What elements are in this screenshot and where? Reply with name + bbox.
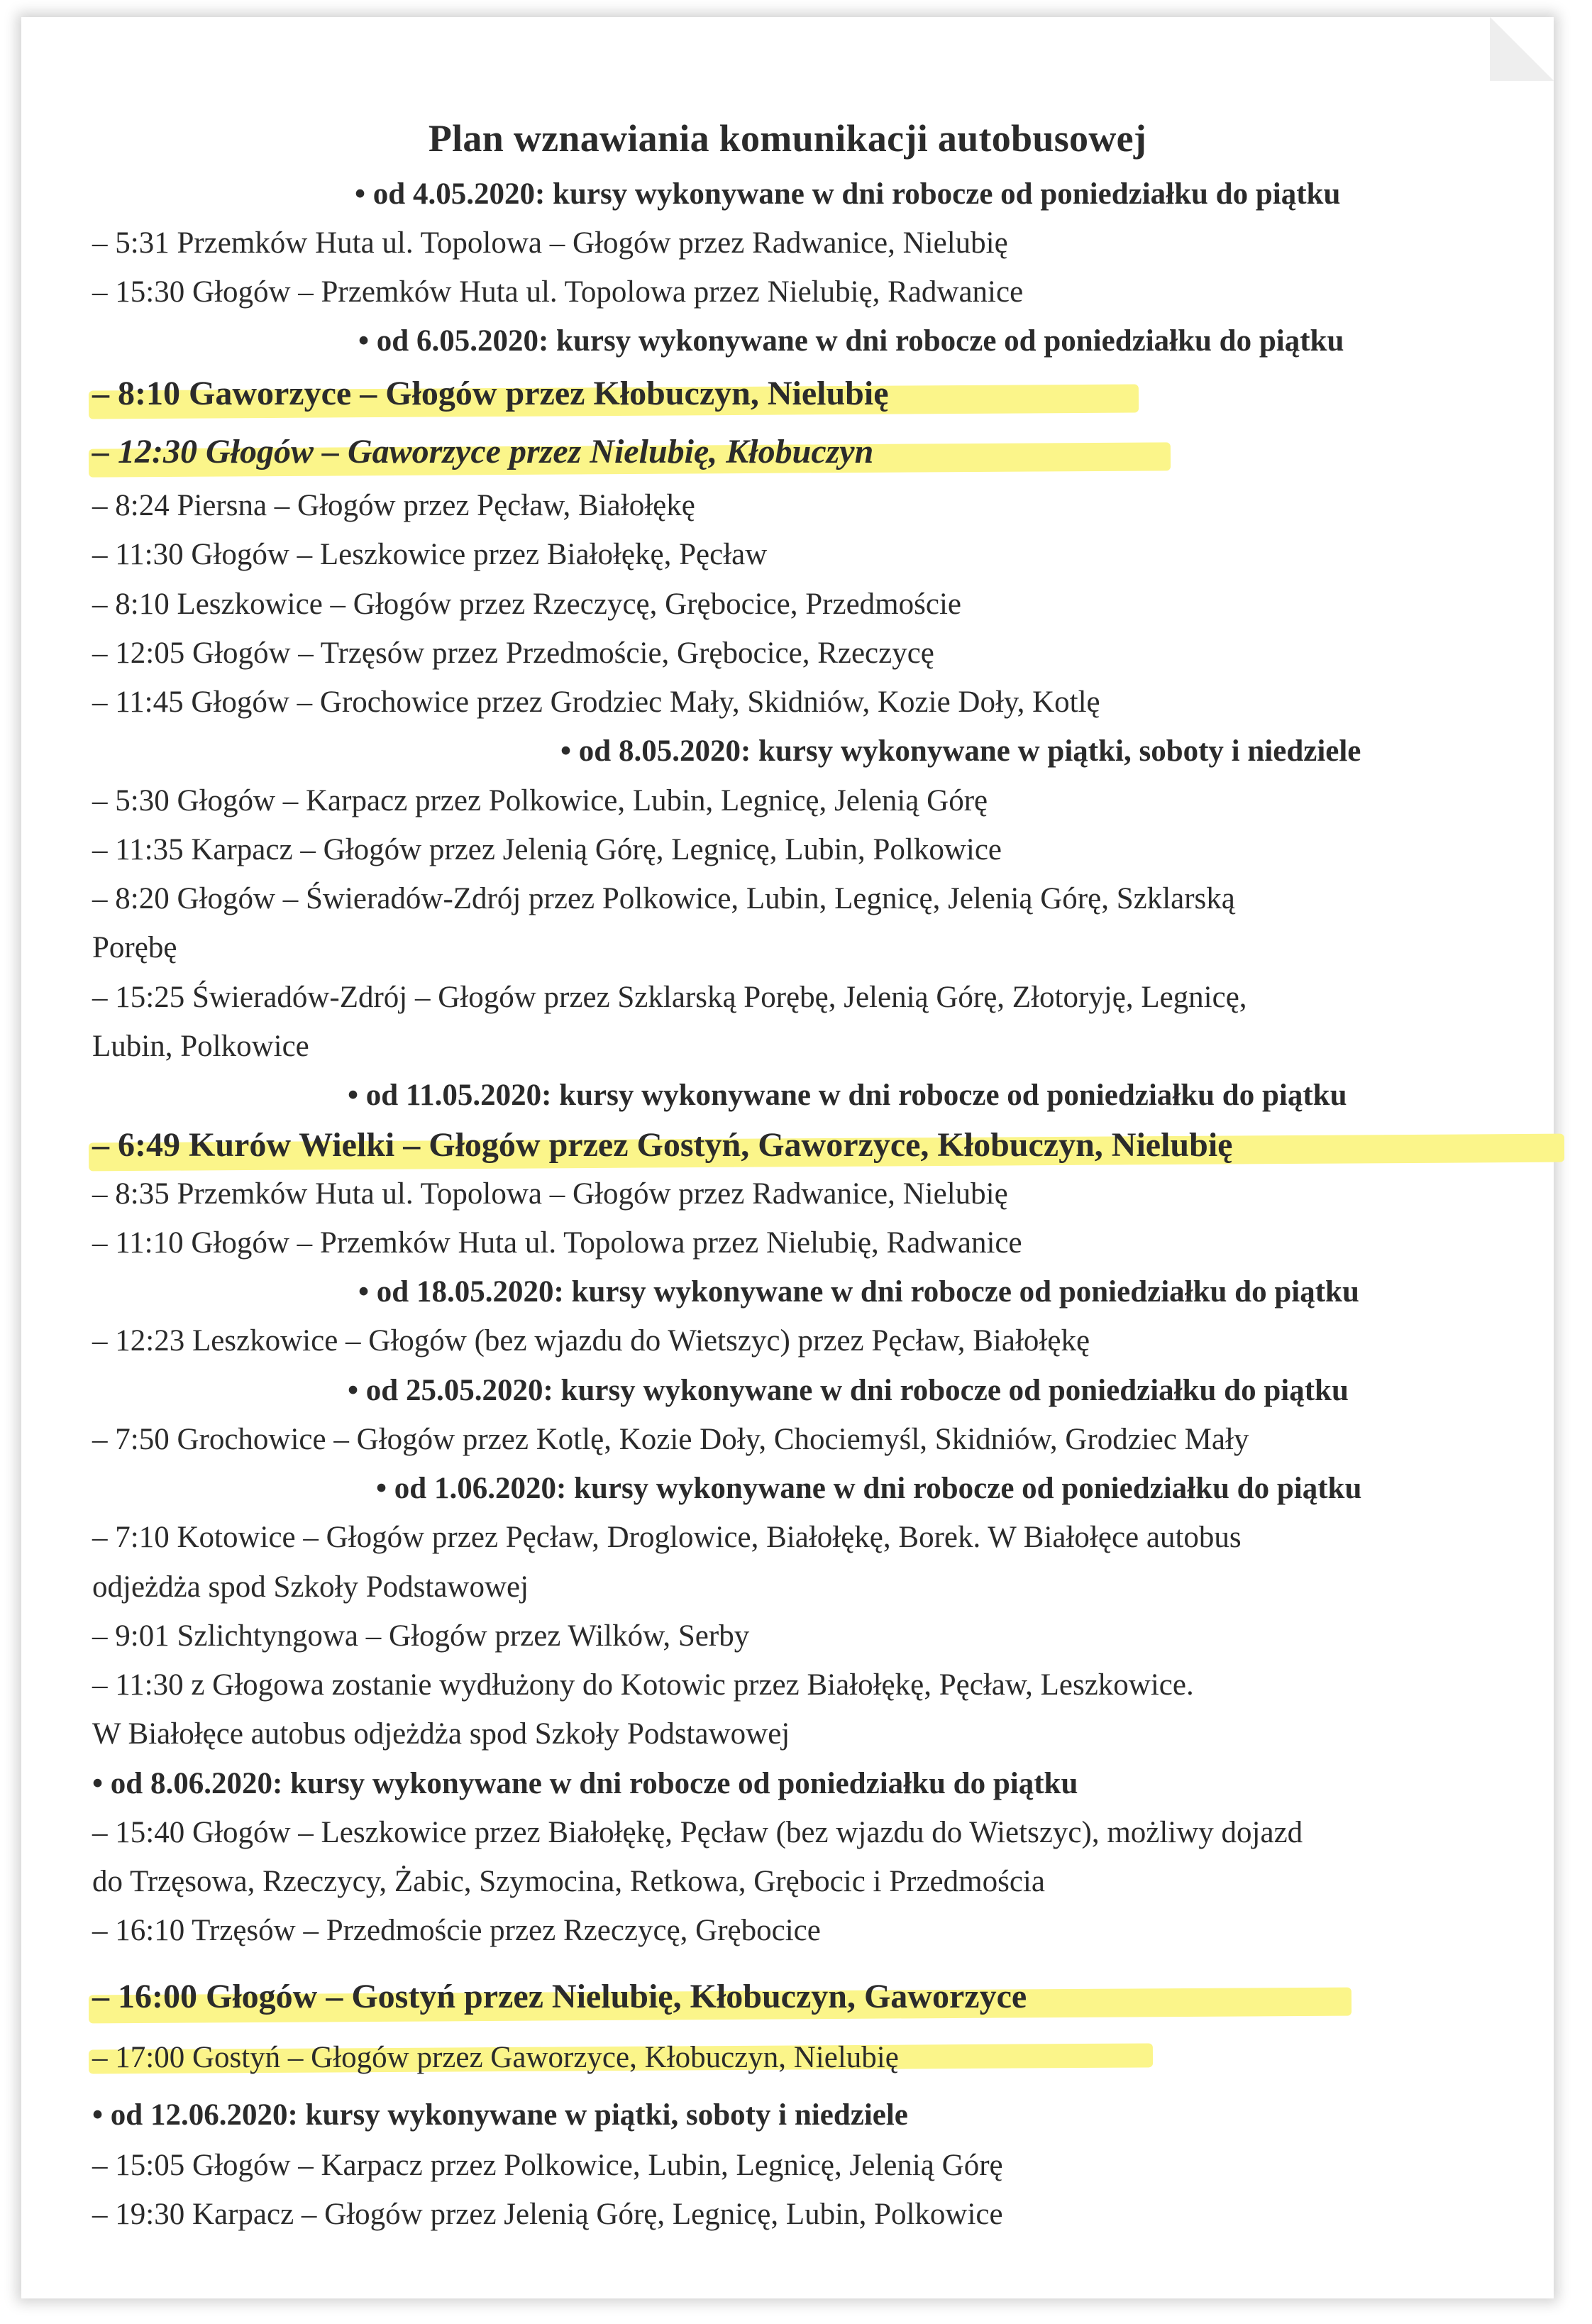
section-heading: • od 8.05.2020: kursy wykonywane w piątki, soboty i niedziele (560, 734, 1361, 768)
route-line: – 8:20 Głogów – Świeradów-Zdrój przez Polkowice, Lubin, Legnicę, Jelenią Górę, Szklarską (92, 882, 1235, 915)
route-line-continued: W Białołęce autobus odjeżdża spod Szkoły Podstawowej (92, 1717, 790, 1751)
highlighted-route-line: – 17:00 Gostyń – Głogów przez Gaworzyce, Kłobuczyn, Nielubię (92, 2041, 899, 2074)
route-line: – 15:30 Głogów – Przemków Huta ul. Topolowa przez Nielubię, Radwanice (92, 275, 1024, 309)
highlighted-route-line: – 8:10 Gaworzyce – Głogów przez Kłobuczyn, Nielubię (92, 375, 889, 412)
route-line: – 11:30 Głogów – Leszkowice przez Białołękę, Pęcław (92, 538, 768, 571)
route-line: – 11:10 Głogów – Przemków Huta ul. Topolowa przez Nielubię, Radwanice (92, 1226, 1022, 1260)
route-line: – 15:05 Głogów – Karpacz przez Polkowice, Lubin, Legnicę, Jelenią Górę (92, 2149, 1003, 2182)
route-line: – 5:31 Przemków Huta ul. Topolowa – Głogów przez Radwanice, Nielubię (92, 226, 1008, 260)
route-line-continued: odjeżdża spod Szkoły Podstawowej (92, 1570, 529, 1604)
route-line: – 12:23 Leszkowice – Głogów (bez wjazdu do Wietszyc) przez Pęcław, Białołękę (92, 1324, 1090, 1357)
route-line: – 8:35 Przemków Huta ul. Topolowa – Głogów przez Radwanice, Nielubię (92, 1177, 1008, 1211)
route-line: – 7:50 Grochowice – Głogów przez Kotlę, Kozie Doły, Chociemyśl, Skidniów, Grodziec Mały (92, 1423, 1249, 1456)
document-page (21, 17, 1554, 2298)
route-line: – 11:35 Karpacz – Głogów przez Jelenią Górę, Legnicę, Lubin, Polkowice (92, 833, 1002, 866)
section-heading: • od 18.05.2020: kursy wykonywane w dni robocze od poniedziałku do piątku (358, 1275, 1359, 1309)
route-line: – 19:30 Karpacz – Głogów przez Jelenią Górę, Legnicę, Lubin, Polkowice (92, 2198, 1003, 2231)
highlighted-route-line: – 12:30 Głogów – Gaworzyce przez Nielubię, Kłobuczyn (92, 433, 874, 470)
route-line: – 8:24 Piersna – Głogów przez Pęcław, Białołękę (92, 489, 695, 522)
highlighted-route-line: – 16:00 Głogów – Gostyń przez Nielubię, Kłobuczyn, Gaworzyce (92, 1978, 1027, 2015)
route-line: – 5:30 Głogów – Karpacz przez Polkowice, Lubin, Legnicę, Jelenią Górę (92, 784, 988, 817)
section-heading: • od 11.05.2020: kursy wykonywane w dni robocze od poniedziałku do piątku (348, 1079, 1347, 1112)
highlighted-route-line: – 6:49 Kurów Wielki – Głogów przez Gostyń, Gaworzyce, Kłobuczyn, Nielubię (92, 1126, 1233, 1164)
route-line-continued: do Trzęsowa, Rzeczycy, Żabic, Szymocina, Retkowa, Grębocic i Przedmościa (92, 1865, 1045, 1898)
section-heading: • od 1.06.2020: kursy wykonywane w dni robocze od poniedziałku do piątku (376, 1472, 1362, 1505)
route-line: – 16:10 Trzęsów – Przedmoście przez Rzeczycę, Grębocice (92, 1914, 821, 1947)
section-heading: • od 25.05.2020: kursy wykonywane w dni robocze od poniedziałku do piątku (348, 1374, 1349, 1407)
section-heading: • od 8.06.2020: kursy wykonywane w dni robocze od poniedziałku do piątku (92, 1767, 1078, 1800)
page-corner-fold (1490, 17, 1554, 81)
section-heading: • od 4.05.2020: kursy wykonywane w dni robocze od poniedziałku do piątku (355, 177, 1341, 211)
route-line: – 8:10 Leszkowice – Głogów przez Rzeczycę, Grębocice, Przedmoście (92, 588, 961, 621)
route-line: – 11:30 z Głogowa zostanie wydłużony do Kotowic przez Białołękę, Pęcław, Leszkowice. (92, 1668, 1194, 1702)
route-line: – 15:25 Świeradów-Zdrój – Głogów przez Szklarską Porębę, Jelenią Górę, Złotoryję, Legnicę, (92, 981, 1247, 1014)
route-line: – 11:45 Głogów – Grochowice przez Grodziec Mały, Skidniów, Kozie Doły, Kotlę (92, 685, 1100, 719)
route-line: – 12:05 Głogów – Trzęsów przez Przedmoście, Grębocice, Rzeczycę (92, 637, 934, 670)
section-heading: • od 12.06.2020: kursy wykonywane w piątki, soboty i niedziele (92, 2098, 908, 2132)
route-line: – 7:10 Kotowice – Głogów przez Pęcław, Droglowice, Białołękę, Borek. W Białołęce autobus (92, 1521, 1242, 1554)
document-title: Plan wznawiania komunikacji autobusowej (428, 117, 1147, 160)
route-line: – 9:01 Szlichtyngowa – Głogów przez Wilków, Serby (92, 1619, 750, 1653)
route-line: – 15:40 Głogów – Leszkowice przez Białołękę, Pęcław (bez wjazdu do Wietszyc), możliwy dojazd (92, 1816, 1303, 1849)
section-heading: • od 6.05.2020: kursy wykonywane w dni robocze od poniedziałku do piątku (358, 324, 1344, 358)
route-line-continued: Porębę (92, 931, 177, 964)
route-line-continued: Lubin, Polkowice (92, 1030, 309, 1063)
